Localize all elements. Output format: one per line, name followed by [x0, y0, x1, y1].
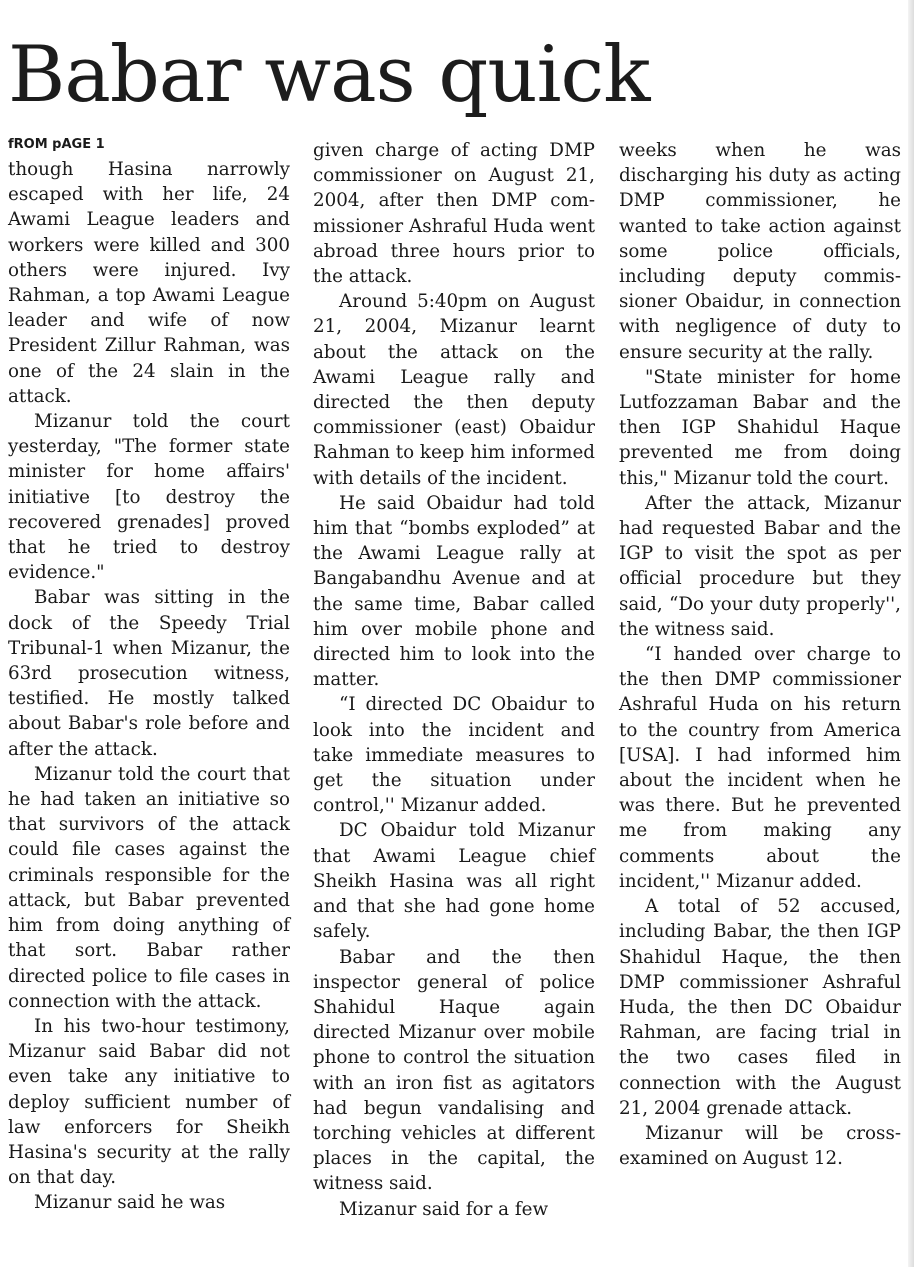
headline: Babar was quick	[8, 30, 650, 120]
paragraph: Babar was sitting in the dock of the Speedy Trial Tribunal-1 when Mizanur, the 63rd prosecution witness, testified. He mostly talked about Babar's role before and after the attack.	[8, 587, 290, 760]
paragraph: "State minister for home Lutfozzaman Babar and the then IGP Shahidul Haque prevented me from doing this," Mizanur told the court.	[619, 366, 901, 489]
paragraph: “I handed over charge to the then DMP commissioner Ashraful Huda on his return to the country from America [USA]. I had informed him about the incident when he was there. But he prevented me from making any comments about the incident,'' Mizanur added.	[619, 644, 901, 892]
paragraph: DC Obaidur told Mizanur that Awami League chief Sheikh Hasina was all right and that she had gone home safely.	[313, 820, 595, 943]
paragraph: Babar and the then inspector general of police Shahidul Haque again directed Mizanur over mobile phone to control the situation with an iron fist as agitators had begun vandalising and torching vehicles at different places in the capital, the witness said.	[313, 946, 595, 1195]
article-column-1	[8, 157, 290, 1216]
paragraph: “I directed DC Obaidur to look into the incident and take immediate measures to get the situation under control,'' Mizanur added.	[313, 694, 595, 817]
paragraph: Mizanur told the court yesterday, "The former state minister for home affairs' initiative [to destroy the recovered grenades] proved that he tried to destroy evidence."	[8, 411, 290, 584]
paragraph: A total of 52 accused, including Babar, the then IGP Shahidul Haque, the then DMP commissioner Ashraful Huda, the then DC Obaidur Rahman, are facing trial in the two cases filed in connection with the August 21, 2004 grenade attack.	[619, 896, 901, 1119]
paragraph: given charge of acting DMP commissioner on August 21, 2004, after then DMP commissioner Ashraful Huda went abroad three hours prior to the attack.	[313, 140, 595, 288]
paragraph: After the attack, Mizanur had requested Babar and the IGP to visit the spot as per official procedure but they said, “Do your duty properly'', the witness said.	[619, 492, 901, 640]
paragraph: Mizanur said for a few	[339, 1198, 549, 1220]
jump-label: fROM pAGE 1	[8, 137, 105, 152]
paragraph: He said Obaidur had told him that “bombs exploded” at the Awami League rally at Bangabandhu Avenue and at the same time, Babar called him over mobile phone and directed him to look into the matter.	[313, 492, 595, 691]
article-column-2	[313, 138, 595, 1222]
paragraph: though Hasina narrowly escaped with her life, 24 Awami League leaders and workers were killed and 300 others were injured. Ivy Rahman, a top Awami League leader and wife of now President Zillur Rahman, was one of the 24 slain in the attack.	[8, 159, 290, 407]
paragraph: In his two-hour testimony, Mizanur said Babar did not even take any initiative to deploy sufficient number of law enforcers for Sheikh Hasina's security at the rally on that day.	[8, 1015, 290, 1189]
paragraph: Mizanur told the court that he had taken an initiative so that survivors of the attack could file cases against the criminals responsible for the attack, but Babar prevented him from doing anything of that sort. Babar rather directed police to file cases in connection with the attack.	[8, 763, 290, 1012]
paragraph: Mizanur will be cross-examined on August 12.	[619, 1122, 901, 1170]
paragraph: Around 5:40pm on August 21, 2004, Mizanur learnt about the attack on the Awami League rally and directed the then deputy commissioner (east) Obaidur Rahman to keep him informed with details of the incident.	[313, 291, 595, 489]
paragraph: weeks when he was discharging his duty as acting DMP commissioner, he wanted to take action against some police officials, including deputy commissioner Obaidur, in connection with negligence of duty to ensure security at the rally.	[619, 140, 901, 363]
page-edge-shadow	[908, 0, 914, 1267]
paragraph: Mizanur said he was	[34, 1192, 226, 1214]
article-column-3	[619, 138, 901, 1171]
